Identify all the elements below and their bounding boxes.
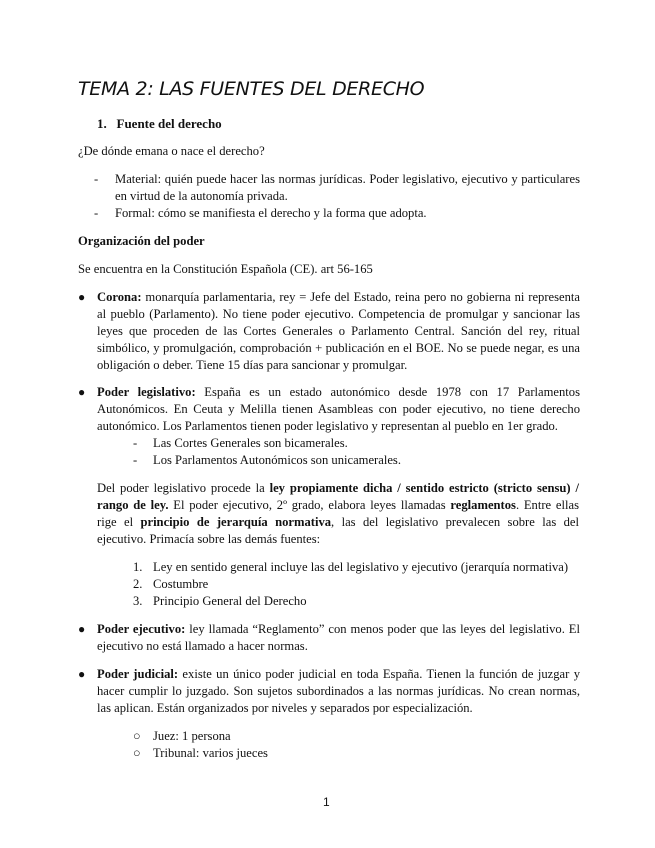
list-item-text: Material: quién puede hacer las normas jurídicas. Poder legislativo, ejecutivo y particulares en virtud de la autonomía privada. <box>115 172 580 203</box>
numbered-item <box>133 576 208 593</box>
bullet-label: Corona: <box>97 290 142 304</box>
list-item <box>133 452 401 469</box>
list-item <box>94 205 580 222</box>
emphasis-text: ley propiamente dicha / sentido estricto (stricto sensu) / rango de ley. <box>97 481 579 512</box>
paragraph-text: , las del legislativo prevalecen sobre las del ejecutivo. Primacía sobre las demás fuentes: <box>97 515 580 546</box>
bullet-legislativo <box>78 384 580 435</box>
bullet-label: Poder ejecutivo: <box>97 622 186 636</box>
dash-marker: - <box>133 453 138 467</box>
list-item-text: Formal: cómo se manifiesta el derecho y la forma que adopta. <box>115 206 427 220</box>
paragraph-text: . Entre ellas rige el <box>97 498 579 529</box>
list-item-text: Los Parlamentos Autonómicos son unicamerales. <box>153 453 401 467</box>
bullet-label: Poder legislativo: <box>97 385 196 399</box>
list-item <box>133 745 268 762</box>
bullet-text: España es un estado autonómico desde 1978 con 17 Parlamentos Autonómicos. En Ceuta y Melilla tienen Asambleas con poder ejecutivo, no tiene derecho autonómico. Los Parlamentos tienen poder legislativo y representan al pueblo en 1er grado. <box>97 385 581 433</box>
bullet-text: existe un único poder judicial en toda España. Tienen la función de juzgar y hacer cumplir lo juzgado. Son sujetos subordinados a las normas jurídicas. No crean normas, las aplican. Están organizados por niveles y separados por especialización. <box>97 667 580 715</box>
list-item <box>94 171 580 205</box>
numbered-item <box>133 593 307 610</box>
bullet-marker: ● <box>78 622 86 636</box>
bullet-ejecutivo <box>78 621 580 655</box>
dash-marker: - <box>133 436 138 450</box>
bullet-text: ley llamada “Reglamento” con menos poder que las leyes del legislativo. El ejecutivo no está llamado a hacer normas. <box>97 622 580 653</box>
bullet-text: monarquía parlamentaria, rey = Jefe del Estado, reina pero no gobierna ni representa al pueblo (Parlamento). No tiene poder ejecutivo. Competencia de promulgar y sancionar las leyes que proceden de las Cortes Generales o Parlamento Central. Sanción del rey, ritual simbólico, y promulgación, comprobación + publicación en el BOE. No se puede negar, es una obligación o deber. Tiene 15 días para sancionar y promulgar. <box>97 290 580 372</box>
bullet-corona <box>78 289 580 374</box>
numbered-item <box>133 559 568 576</box>
dash-marker: - <box>94 206 99 220</box>
emphasis-text: reglamentos <box>450 498 516 512</box>
bullet-marker: ● <box>78 385 86 399</box>
section-heading <box>97 116 222 132</box>
paragraph-text: El poder ejecutivo, 2º grado, elabora leyes llamadas <box>168 498 451 512</box>
numbered-item-text: Costumbre <box>153 577 209 591</box>
emphasis-text: principio de jerarquía normativa <box>140 515 332 529</box>
bullet-marker: ● <box>78 667 86 681</box>
number-marker: 2. <box>133 577 143 591</box>
list-item <box>133 728 231 745</box>
dash-marker: - <box>94 172 99 186</box>
org-intro: Se encuentra en la Constitución Española (CE). art 56-165 <box>78 262 373 276</box>
bullet-label: Poder judicial: <box>97 667 179 681</box>
subsection-heading: Organización del poder <box>78 234 205 248</box>
list-item-text: Tribunal: varios jueces <box>153 746 268 760</box>
list-item <box>133 435 348 452</box>
bullet-judicial <box>78 666 580 717</box>
numbered-item-text: Principio General del Derecho <box>153 594 307 608</box>
numbered-item-text: Ley en sentido general incluye las del legislativo y ejecutivo (jerarquía normativa) <box>153 560 569 574</box>
number-marker: 3. <box>133 594 143 608</box>
circle-marker: ○ <box>133 746 141 760</box>
question-text: ¿De dónde emana o nace el derecho? <box>78 144 265 158</box>
paragraph-text: Del poder legislativo procede la <box>97 481 270 495</box>
legislativo-paragraph <box>97 480 579 548</box>
page-title: TEMA 2: LAS FUENTES DEL DERECHO <box>78 78 425 100</box>
list-item-text: Las Cortes Generales son bicamerales. <box>153 436 348 450</box>
number-marker: 1. <box>133 560 143 574</box>
bullet-marker: ● <box>78 290 86 304</box>
section-number: 1. <box>97 116 107 131</box>
list-item-text: Juez: 1 persona <box>153 729 231 743</box>
page-number: 1 <box>323 795 330 809</box>
circle-marker: ○ <box>133 729 141 743</box>
section-title: Fuente del derecho <box>116 116 222 131</box>
